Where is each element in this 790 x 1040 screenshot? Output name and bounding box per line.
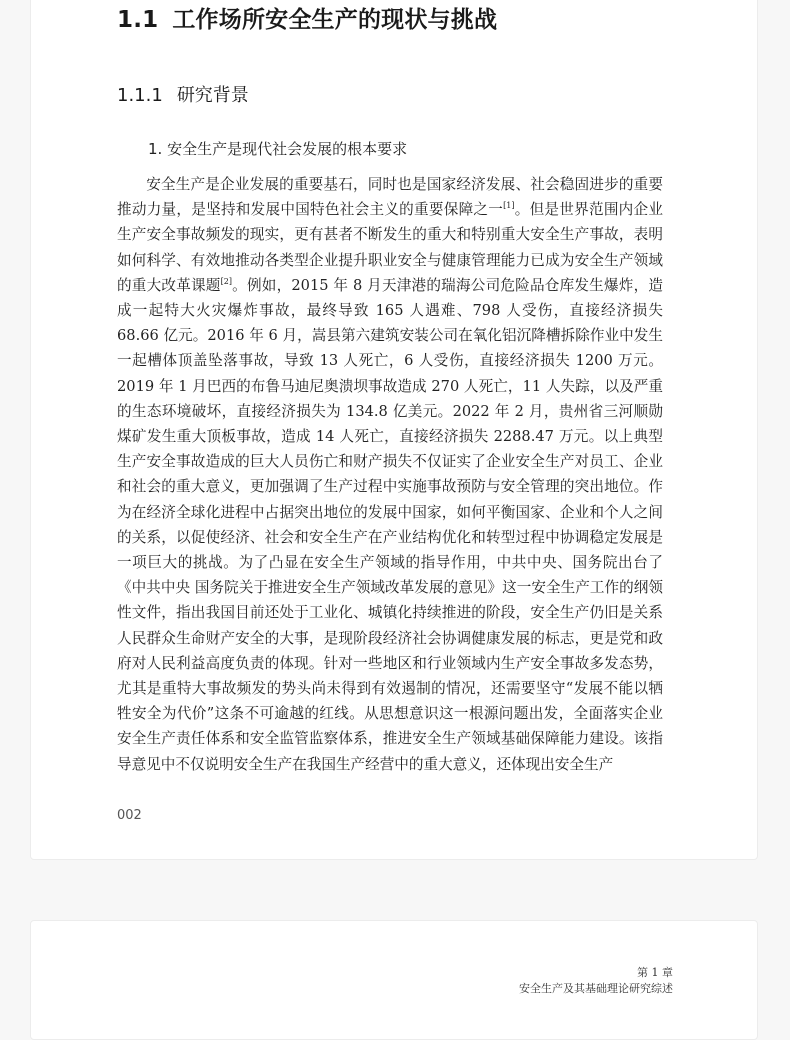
- body-text-segment: 。例如，2015 年 8 月天津港的瑞海公司危险品仓库发生爆炸，造成一起特大火灾爆炸事故，最终导致 165 人遇难、798 人受伤，直接经济损失 68.66 亿元。2016 年 6 月，嵩县第六建筑安装公司在氧化铝沉降槽拆除作业中发生一起槽体顶盖坠落事故，导致 13 人死亡，6 人受伤，直接经济损失 1200 万元。2019 年 1 月巴西的布鲁马迪尼奥溃坝事故造成 270 人死亡，11 人失踪，以及严重的生态环境破坏，直接经济损失为 134.8 亿美元。2022 年 2 月，贵州省三河顺勋煤矿发生重大顶板事故，造成 14 人死亡，直接经济损失 2288.47 万元。以上典型生产安全事故造成的巨大人员伤亡和财产损失不仅证实了企业安全生产对员工、企业和社会的重大意义，更加强调了生产过程中实施事故预防与安全管理的突出地位。作为在经济全球化进程中占据突出地位的发展中国家，如何平衡国家、企业和个人之间的关系，以促使经济、社会和安全生产在产业结构优化和转型过程中协调稳定发展是一项巨大的挑战。为了凸显在安全生产领域的指导作用，中共中央、国务院出台了《中共中央 国务院关于推进安全生产领域改革发展的意见》这一安全生产工作的纲领性文件，指出我国目前还处于工业化、城镇化持续推进的阶段，安全生产仍旧是关系人民群众生命财产安全的大事，是现阶段经济社会协调健康发展的标志，更是党和政府对人民利益高度负责的体现。针对一些地区和行业领域内生产安全事故多发态势，尤其是重特大事故频发的势头尚未得到有效遏制的情况，还需要坚守“发展不能以牺牲安全为代价”这条不可逾越的红线。从思想意识这一根源问题出发，全面落实企业安全生产责任体系和安全监管监察体系，推进安全生产领域基础保障能力建设。该指导意见中不仅说明安全生产在我国生产经营中的重大意义，还体现出安全生产: [117, 276, 663, 773]
- section-title-text: 工作场所安全生产的现状与挑战: [172, 7, 498, 33]
- subsection-title-text: 研究背景: [176, 85, 249, 106]
- subsection-number: 1.1.1: [117, 85, 163, 106]
- document-page-next: [30, 920, 758, 1040]
- subsection-title: [117, 81, 249, 107]
- section-title: [117, 1, 497, 34]
- body-text-segment: 安全生产是企业发展的重要基石，同时也是国家经济发展、社会稳固进步的重要推动力量，是坚持和发展中国特色社会主义的重要保障之一: [117, 176, 663, 219]
- citation-ref[interactable]: [2]: [220, 276, 232, 286]
- page-number: 002: [117, 808, 142, 823]
- citation-ref[interactable]: [1]: [503, 201, 515, 211]
- body-text-segment: 。但是世界范围内企业生产安全事故频发的现实，更有甚者不断发生的重大和特别重大安全生产事故，表明如何科学、有效地推动各类型企业提升职业安全与健康管理能力已成为安全生产领域的重大改革课题: [117, 201, 663, 294]
- item-heading: 1. 安全生产是现代社会发展的根本要求: [148, 140, 408, 158]
- section-number: 1.1: [117, 7, 159, 33]
- chapter-title: 安全生产及其基础理论研究综述: [519, 982, 673, 995]
- chapter-label: 第 1 章: [637, 966, 673, 979]
- running-head: [519, 965, 673, 997]
- document-page: [30, 0, 758, 860]
- body-paragraph: [117, 172, 663, 777]
